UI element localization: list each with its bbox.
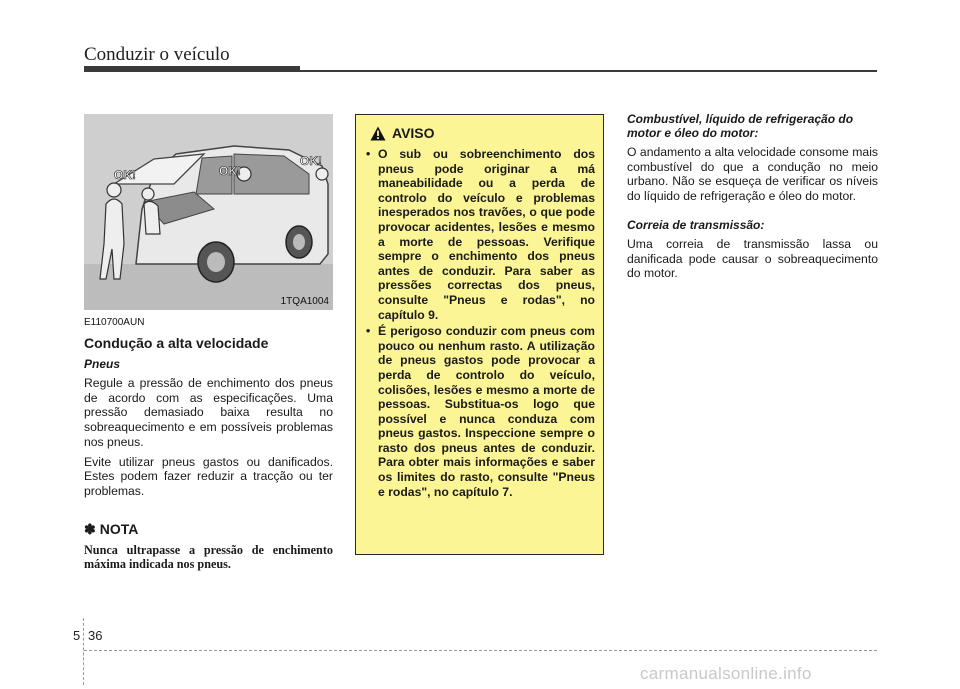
subheading-tyres: Pneus <box>84 357 121 371</box>
warning-title: AVISO <box>392 125 435 141</box>
subheading-belt: Correia de transmissão: <box>627 217 765 232</box>
right-column <box>627 112 878 281</box>
paragraph: O andamento a alta velocidade consome mais combustível do que a condução no meio urbano. Não se esqueça de verificar os níveis do líquido de refrigeração e óleo do motor. <box>627 145 878 204</box>
watermark: carmanualsonline.info <box>640 664 812 683</box>
subheading-fluids: Combustível, líquido de refrigeração do motor e óleo do motor: <box>627 112 854 140</box>
page-number: 36 <box>88 628 103 643</box>
paragraph: Evite utilizar pneus gastos ou danificados. Estes podem fazer reduzir a tracção ou ter problemas. <box>84 454 333 498</box>
warning-triangle-icon <box>370 126 386 141</box>
asterisk-icon: ✽ <box>84 520 96 537</box>
header-rule-thick <box>84 66 300 72</box>
note-title-text: NOTA <box>99 521 139 538</box>
footer-rule <box>84 650 877 651</box>
note-heading <box>84 521 333 538</box>
warning-item: • É perigoso conduzir com pneus com pouco ou nenhum rasto. A utilização de pneus gastos pode provocar a perda de controlo do veículo, colisões, lesões e mesmo a morte de pessoas. Substitua-os logo que possível e nunca conduza com pneus gastos. Inspeccione sempre o rasto dos pneus antes de conduzir. Para obter mais informações e saber os limites do rasto, consulte "Pneus e rodas", no capítulo 7. <box>364 324 595 499</box>
van-illustration <box>84 114 333 310</box>
section-code: E110700AUN <box>84 317 145 328</box>
left-column <box>84 114 333 572</box>
warning-box <box>355 114 604 555</box>
van-drawing <box>84 114 333 310</box>
note-text: Nunca ultrapasse a pressão de enchimento máxima indicada nos pneus. <box>84 542 333 572</box>
photo-code: 1TQA1004 <box>280 296 329 307</box>
warning-header <box>370 125 595 141</box>
paragraph: Uma correia de transmissão lassa ou danificada pode causar o sobreaquecimento do motor. <box>627 236 878 281</box>
ok-label: OK! <box>114 168 136 182</box>
paragraph: Regule a pressão de enchimento dos pneus de acordo com as especificações. Uma pressão demasiado baixa resulta no sobreaquecimento e em possíveis problemas nos pneus. <box>84 376 333 449</box>
page-header-title: Conduzir o veículo <box>84 44 230 65</box>
chapter-number: 5 <box>73 628 81 643</box>
ok-label: OK! <box>300 154 322 168</box>
warning-item: • O sub ou sobreenchimento dos pneus pode originar a má maneabilidade ou a perda de controlo do veículo e problemas inesperados nos travões, o que pode provocar acidentes, lesões e mesmo a morte de pessoas. Verifique sempre o enchimento dos pneus antes de conduzir. Para saber as pressões correctas dos pneus, consulte "Pneus e rodas", no capítulo 9. <box>364 147 595 322</box>
footer-vertical-rule <box>83 618 84 685</box>
ok-label: OK! <box>219 164 241 178</box>
header-rule-thin <box>300 70 877 72</box>
section-heading: Condução a alta velocidade <box>84 335 269 351</box>
warning-list <box>364 147 595 499</box>
